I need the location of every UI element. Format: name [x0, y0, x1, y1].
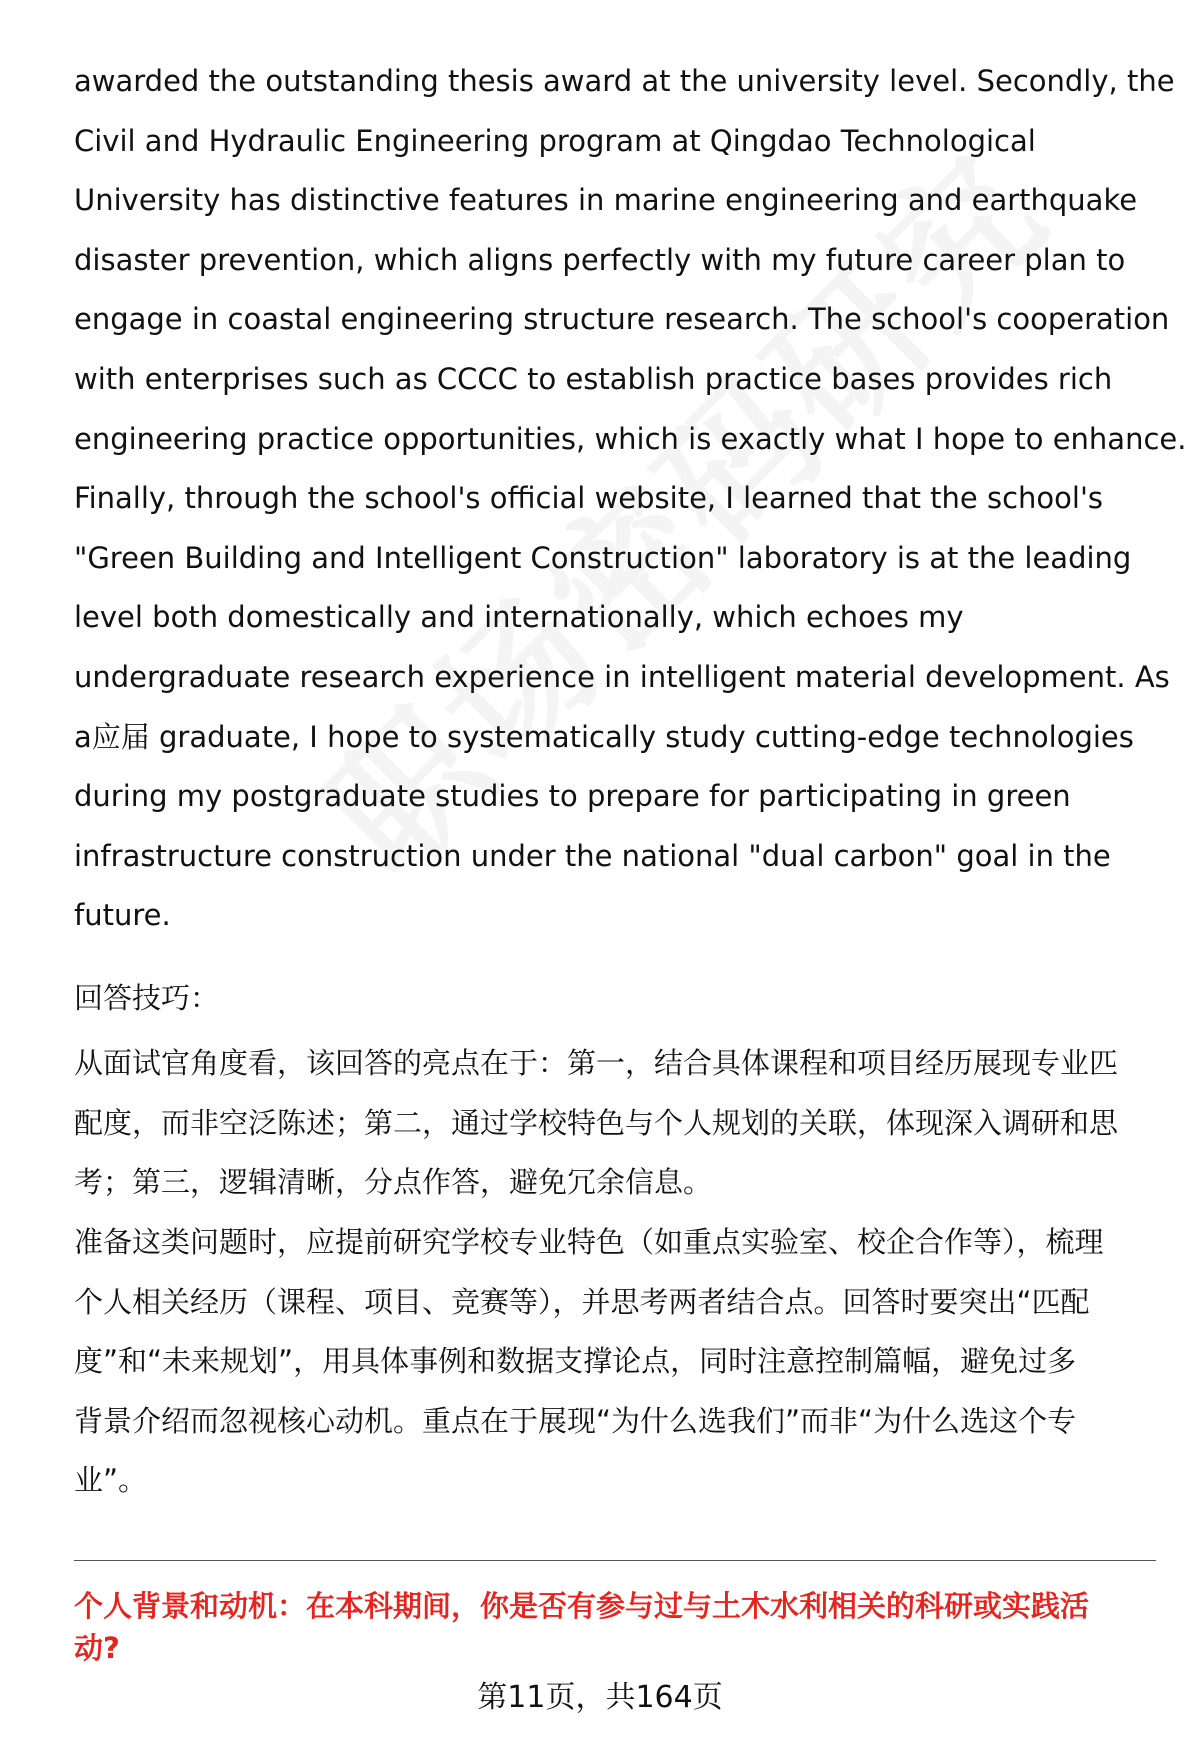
- text-line: Finally, through the school's official website, I learned that the school's: [74, 481, 1104, 516]
- text-line: 业”。: [74, 1463, 148, 1498]
- text-line: 考；第三，逻辑清晰，分点作答，避免冗余信息。: [74, 1165, 713, 1200]
- tips-paragraph-2: [74, 1213, 1154, 1511]
- text-line: 准备这类问题时，应提前研究学校专业特色（如重点实验室、校企合作等），梳理: [74, 1225, 1104, 1259]
- text-line: a应届 graduate, I hope to systematically study cutting-edge technologies: [74, 719, 1134, 754]
- next-question-heading: [74, 1585, 1154, 1669]
- question-line: 个人背景和动机：在本科期间，你是否有参与过与土木水利相关的科研或实践活: [74, 1589, 1090, 1623]
- text-line: 背景介绍而忽视核心动机。重点在于展现“为什么选我们”而非“为什么选这个专: [74, 1403, 1077, 1438]
- text-line: future.: [74, 898, 171, 933]
- section-divider: [74, 1560, 1156, 1561]
- text-line: disaster prevention, which aligns perfectly with my future career plan to: [74, 242, 1126, 277]
- text-line: level both domestically and internationally, which echoes my: [74, 600, 964, 635]
- text-line: "Green Building and Intelligent Construction" laboratory is at the leading: [74, 540, 1132, 575]
- english-answer-paragraph: [74, 52, 1187, 946]
- question-line: 动?: [74, 1631, 120, 1665]
- text-line: Civil and Hydraulic Engineering program at Qingdao Technological: [74, 123, 1036, 158]
- text-line: 个人相关经历（课程、项目、竞赛等），并思考两者结合点。回答时要突出“匹配: [74, 1284, 1090, 1319]
- text-line: engineering practice opportunities, which is exactly what I hope to enhance.: [74, 421, 1187, 456]
- page-number-footer: 第11页，共164页: [477, 1680, 723, 1715]
- text-line: 配度，而非空泛陈述；第二，通过学校特色与个人规划的关联，体现深入调研和思: [74, 1105, 1119, 1140]
- text-line: engage in coastal engineering structure research. The school's cooperation: [74, 302, 1170, 337]
- text-line: during my postgraduate studies to prepare for participating in green: [74, 779, 1071, 814]
- text-line: 从面试官角度看，该回答的亮点在于：第一，结合具体课程和项目经历展现专业匹: [74, 1046, 1119, 1080]
- tips-heading: 回答技巧：: [74, 981, 220, 1015]
- text-line: undergraduate research experience in intelligent material development. As: [74, 659, 1170, 694]
- text-line: with enterprises such as CCCC to establish practice bases provides rich: [74, 361, 1113, 396]
- tips-paragraph-1: [74, 1034, 1154, 1213]
- text-line: University has distinctive features in marine engineering and earthquake: [74, 183, 1138, 218]
- text-line: infrastructure construction under the national "dual carbon" goal in the: [74, 838, 1111, 873]
- text-line: 度”和“未来规划”，用具体事例和数据支撑论点，同时注意控制篇幅，避免过多: [74, 1344, 1077, 1379]
- text-line: awarded the outstanding thesis award at the university level. Secondly, the: [74, 64, 1175, 98]
